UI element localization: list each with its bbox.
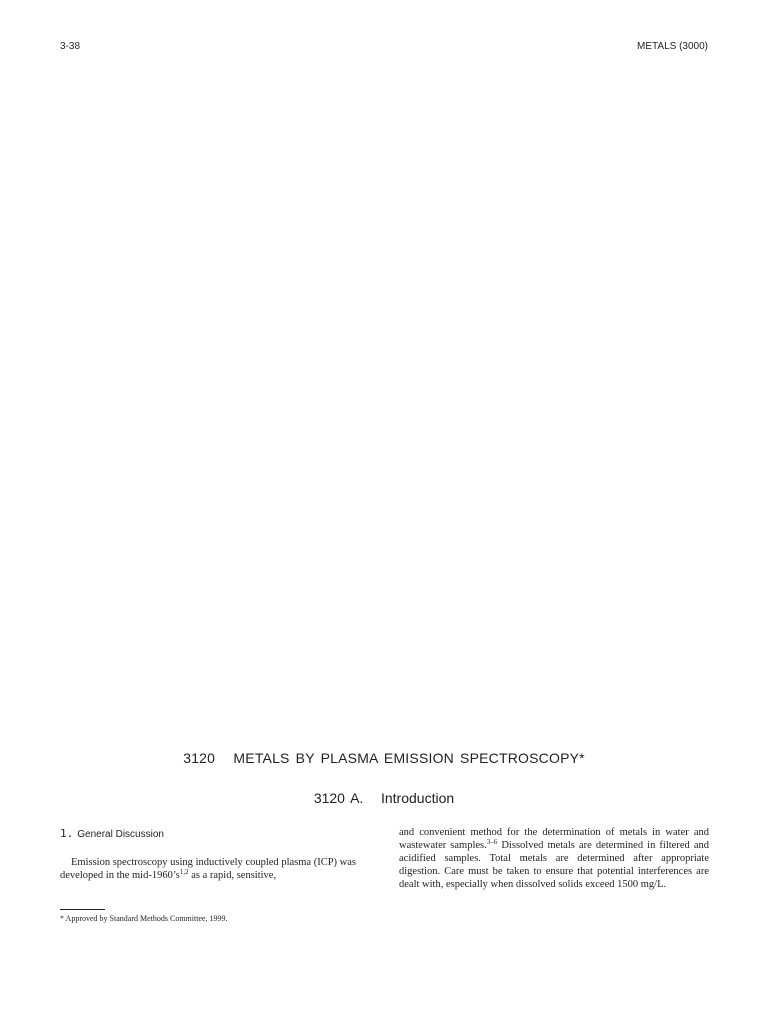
reference-superscript: 3–6 [486,838,498,846]
right-column [399,826,709,891]
footnote-rule [60,909,105,910]
paragraph-text-continued: as a rapid, sensitive, [188,870,277,881]
paragraph-text-continued: Dissolved metals are determined in filtered and acidified samples. Total metals are determined after appropriate digestion. Care must be taken to ensure that potential interferences are dealt with, especially when dissolved solids exceed 1500 mg/L. [399,840,709,890]
subsection-heading-text: General Discussion [77,829,164,840]
subsection-heading [60,827,356,840]
reference-superscript: 1,2 [179,868,189,876]
section-title: 3120 METALS BY PLASMA EMISSION SPECTROSCOPY* [183,750,585,766]
page-number: 3-38 [60,41,81,52]
footnote: * Approved by Standard Methods Committee, 1999. [60,914,228,923]
subsection-number: 1. [60,827,74,840]
intro-paragraph-left [60,856,356,882]
section-subtitle: 3120 A. Introduction [313,790,455,806]
paragraph-text: and convenient method for the determination of metals in water and wastewater samples. [399,827,709,851]
paragraph-text: Emission spectroscopy using inductively coupled plasma (ICP) was developed in the mid-1960’s [60,857,356,881]
left-column [60,827,356,882]
intro-paragraph-right [399,826,709,891]
running-head: METALS (3000) [637,41,708,52]
